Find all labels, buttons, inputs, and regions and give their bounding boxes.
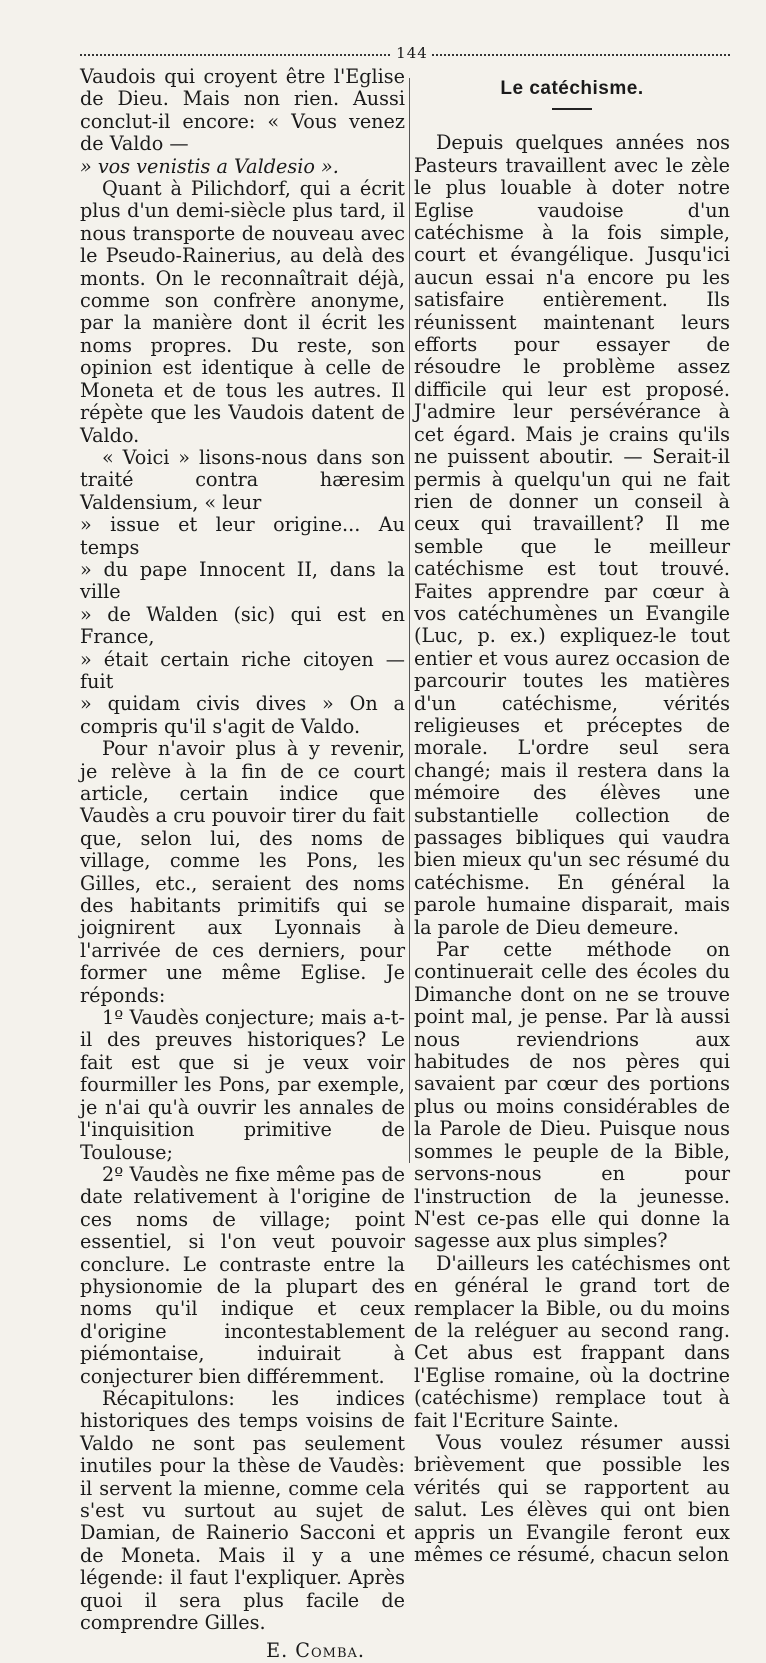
quote-line-6: » quidam civis dives » On a compris qu'il s'agit de Valdo. (80, 692, 405, 738)
header-rule-left (80, 54, 390, 56)
paragraph-dailleurs: D'ailleurs les catéchismes ont en général le grand tort de remplacer la Bible, ou du moins de la reléguer au second rang. Cet abus est frappant dans l'Eglise romaine, où la doctrine (catéchisme) remplace tout à fait l'Ecriture Sainte. (414, 1251, 730, 1432)
page-number: 144 (396, 44, 428, 62)
header-rule-right (432, 54, 730, 56)
quote-line-1: « Voici » lisons-nous dans son traité contra hæresim Valdensium, « leur (80, 445, 405, 514)
paragraph-methode: Par cette méthode on continuerait celle des écoles du Dimanche dont on ne se trouve point mal, je pense. Par là aussi nous reviendrions aux habitudes de nos pères qui savaient par cœur des portions plus ou moins considérables de la Parole de Dieu. Puisque nous sommes le peuple de la Bible, servons-nous en pour l'instruction de la jeunesse. N'est ce-pas elle qui donne la sagesse aux plus simples? (414, 938, 730, 1253)
paragraph-pilichdorf: Quant à Pilichdorf, qui a écrit plus d'un demi-siècle plus tard, il nous transporte de nouveau avec le Pseudo-Rainerius, au delà des monts. On le reconnaîtrait déjà, comme son confrère anonyme, par la manière dont il écrit les noms propres. Du reste, son opinion est identique à celle de Moneta et de tous les autres. Il répète que les Vaudois datent de Valdo. (80, 177, 405, 447)
paragraph-resumer: Vous voulez résumer aussi brièvement que possible les vérités qui se rapportent au salut. Les élèves qui ont bien appris un Evangile feront eux mêmes ce résumé, chacun selon (414, 1430, 730, 1566)
quote-line-4: » de Walden (sic) qui est en France, (80, 602, 405, 649)
left-column (80, 66, 405, 1663)
paragraph-indice: Pour n'avoir plus à y revenir, je relève à la fin de ce court article, certain indice que Vaudès a cru pouvoir tirer du fait que, selon lui, des noms de village, comme les Pons, les Gilles, etc., seraient des noms des habitants primitifs qui se joignirent aux Lyonnais à l'arrivée de ces derniers, pour former une même Eglise. Je réponds: (80, 737, 405, 1007)
continued-quote: » vos venistis a Valdesio ». (80, 154, 339, 178)
continued-paragraph: Vaudois qui croyent être l'Eglise de Dieu. Mais non rien. Aussi conclut-il encore: « Vous venez de Valdo — (80, 65, 405, 156)
quote-line-5: » était certain riche citoyen — fuit (80, 647, 405, 693)
quote-line-3: » du pape Innocent II, dans la ville (80, 557, 405, 604)
column-divider (409, 78, 410, 1163)
paragraph-recapitulons: Récapitulons: les indices historiques des temps voisins de Valdo ne sont pas seulement inutiles pour la thèse de Vaudès: il servent la mienne, comme cela s'est vu surtout au sujet de Damian, de Rainerio Sacconi et de Moneta. Mais il y a une légende: il faut l'expliquer. Après quoi il sera plus facile de comprendre Gilles. (80, 1386, 405, 1635)
paragraph-point-1: 1º Vaudès conjecture; mais a-t-il des preuves historiques? Le fait est que si je veux voir fourmiller les Pons, par exemple, je n'ai qu'à ouvrir les annales de l'inquisition primitive de Toulouse; (80, 1006, 405, 1164)
paragraph-point-2: 2º Vaudès ne fixe même pas de date relativement à l'origine de ces noms de village; point essentiel, si l'on veut pouvoir conclure. Le contraste entre la physionomie de la plupart des noms qu'il indique et ceux d'origine incontestablement piémontaise, induirait à conjecturer bien différemment. (80, 1162, 405, 1388)
author-signature: E. Comba. (266, 1639, 365, 1663)
title-rule (552, 108, 592, 110)
quote-line-2: » issue et leur origine... Au temps (80, 513, 405, 559)
right-column (414, 66, 730, 1566)
paragraph-depuis: Depuis quelques années nos Pasteurs travaillent avec le zèle le plus louable à doter notre Eglise vaudoise d'un catéchisme à la fois simple, court et évangélique. Jusqu'ici aucun essai n'a encore pu les satisfaire entièrement. Ils réunissent maintenant leurs efforts pour essayer de résoudre le problème assez difficile qui leur est proposé. J'admire leur persévérance à cet égard. Mais je crains qu'ils ne puissent aboutir. — Serait-il permis à quelqu'un qui ne fait rien de donner un conseil à ceux qui travaillent? Il me semble que le meilleur catéchisme est tout trouvé. Faites apprendre par cœur à vos catéchumènes un Evangile (Luc, p. ex.) expliquez-le tout entier et vous aurez occasion de parcourir toutes les matières d'un catéchisme, vérités religieuses et préceptes de morale. L'ordre seul sera changé; mais il restera dans la mémoire des élèves une substantielle collection de passages bibliques qui vaudra bien mieux qu'un sec résumé du catéchisme. En général la parole humaine disparait, mais la parole de Dieu demeure. (414, 131, 730, 939)
article-title: Le catéchisme. (500, 78, 644, 99)
page-header (80, 44, 730, 66)
